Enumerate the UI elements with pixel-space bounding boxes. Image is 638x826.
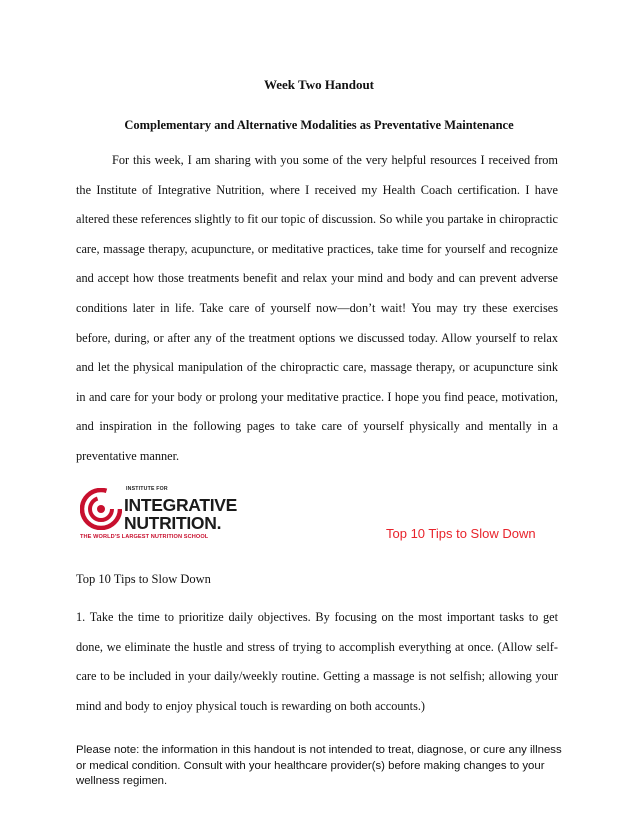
logo-small-text: INSTITUTE FOR — [126, 486, 168, 492]
intro-paragraph — [76, 146, 558, 472]
logo-tagline: THE WORLD'S LARGEST NUTRITION SCHOOL — [80, 534, 209, 540]
logo-line-2: NUTRITION. — [124, 513, 222, 533]
iin-logo — [80, 485, 250, 545]
footer-note: Please note: the information in this handout is not intended to treat, diagnose, or cure any illness or medical condition. Consult with your healthcare provider(s) before making changes to your wellness regimen. — [76, 744, 562, 787]
handout-title: Week Two Handout — [263, 77, 375, 92]
image-heading: Top 10 Tips to Slow Down — [386, 526, 536, 541]
spiral-logo-icon — [80, 488, 122, 530]
logo-line-1: INTEGRATIVE — [124, 495, 238, 515]
tips-heading: Top 10 Tips to Slow Down — [76, 572, 211, 586]
tip-1: 1. Take the time to prioritize daily objectives. By focusing on the most important tasks to get done, we eliminate the hustle and stress of trying to accomplish everything at once. (Allow self-care to be included in your daily/weekly routine. Getting a massage is not selfish; allowing your mind and body to enjoy physical touch is rewarding on both accounts.) — [76, 610, 558, 713]
handout-subtitle: Complementary and Alternative Modalities as Preventative Maintenance — [124, 118, 514, 132]
intro-paragraph-text: For this week, I am sharing with you some of the very helpful resources I received from the Institute of Integrative Nutrition, where I received my Health Coach certification. I have altered these references slightly to fit our topic of discussion. So while you partake in chiropractic care, massage therapy, acupuncture, or meditative practices, take time for yourself and recognize and accept how those treatments benefit and relax your mind and body and can prevent adverse conditions later in life. Take care of yourself now—don’t wait! You may try these exercises before, during, or after any of the treatment options we discussed today. Allow yourself to relax and let the physical manipulation of the chiropractic care, massage therapy, or acupuncture sink in and care for your body or prolong your meditative practice. I hope you find peace, motivation, and inspiration in the following pages to take care of yourself physically and mentally in a preventative manner. — [76, 153, 558, 463]
